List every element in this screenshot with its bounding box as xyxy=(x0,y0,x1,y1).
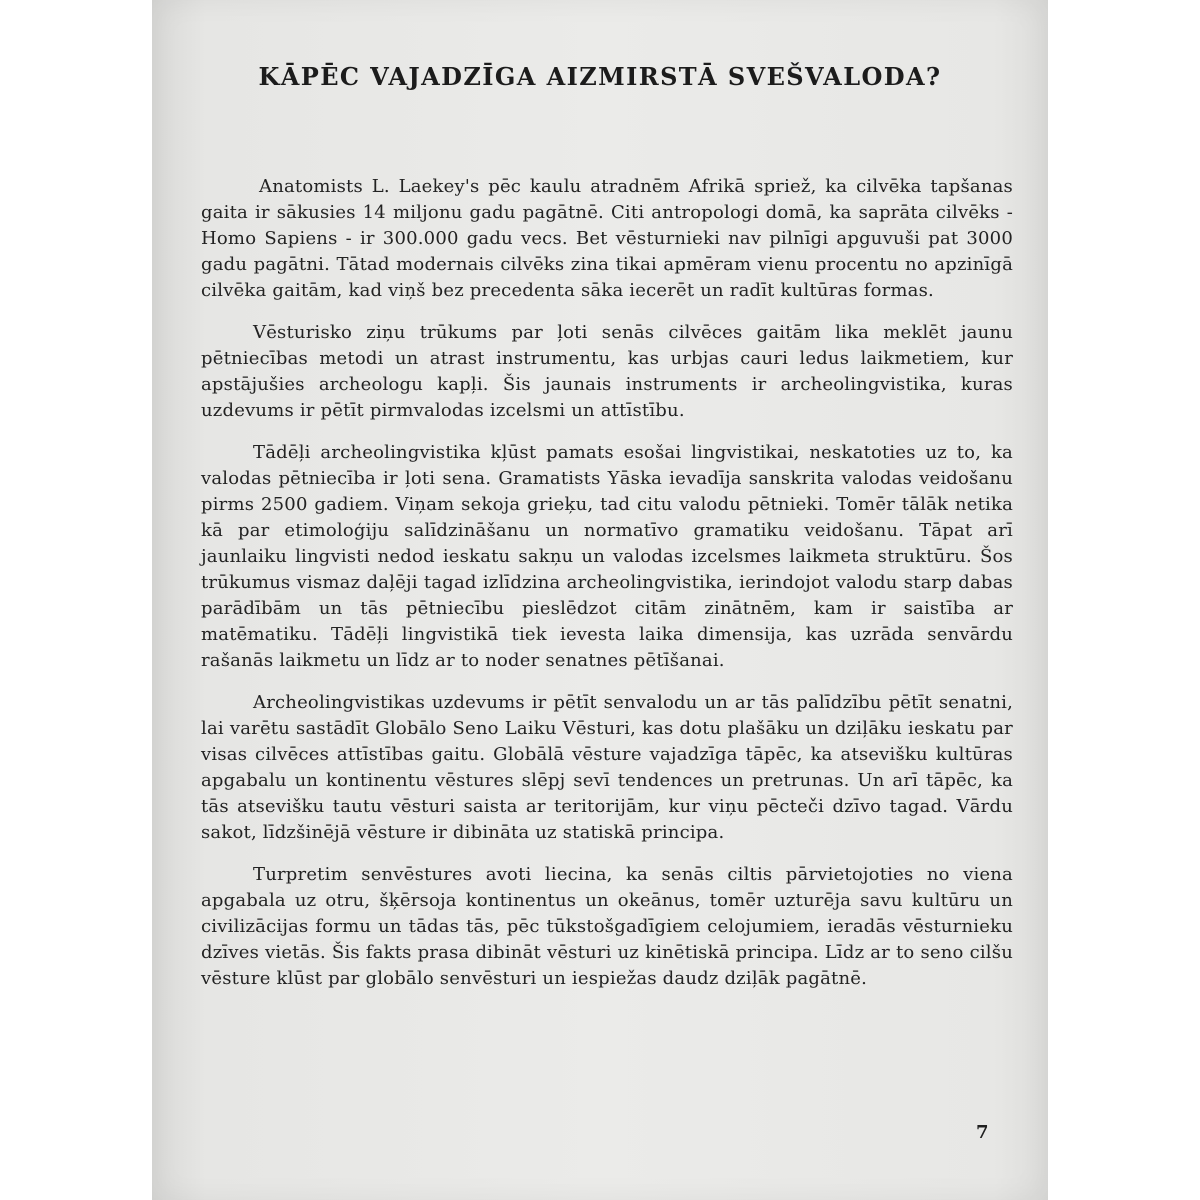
book-page xyxy=(152,0,1048,1200)
paragraph-2: Vēsturisko ziņu trūkums par ļoti senās cilvēces gaitām lika meklēt jaunu pētniecības metodi un atrast instrumentu, kas urbjas cauri ledus laikmetiem, kur apstājušies archeologu kapļi. Šis jaunais instruments ir archeolingvistika, kuras uzdevums ir pētīt pirmvalodas izcelsmi un attīstību. xyxy=(201,322,1013,421)
body-text xyxy=(201,174,1013,1008)
paragraph-3: Tādēļi archeolingvistika kļūst pamats esošai lingvistikai, neskatoties uz to, ka valodas pētniecība ir ļoti sena. Gramatists Yāska ievadīja sanskrita valodas veidošanu pirms 2500 gadiem. Viņam sekoja grieķu, tad citu valodu pētnieki. Tomēr tālāk netika kā par etimoloģiju salīdzināšanu un normatīvo gramatiku veidošanu. Tāpat arī jaunlaiku lingvisti nedod ieskatu sakņu un valodas izcelsmes laikmeta struktūru. Šos trūkumus vismaz daļēji tagad izlīdzina archeolingvistika, ierindojot valodu starp dabas parādībām un tās pētniecību pieslēdzot citām zinātnēm, kam ir saistība ar matēmatiku. Tādēļi lingvistikā tiek ievesta laika dimensija, kas uzrāda senvārdu rašanās laikmetu un līdz ar to noder senatnes pētīšanai. xyxy=(201,442,1013,671)
paragraph-1: Anatomists L. Laekey's pēc kaulu atradnēm Afrikā spriež, ka cilvēka tapšanas gaita ir sākusies 14 miljonu gadu pagātnē. Citi antropologi domā, ka saprāta cilvēks - Homo Sapiens - ir 300.000 gadu vecs. Bet vēsturnieki nav pilnīgi apguvuši pat 3000 gadu pagātni. Tātad modernais cilvēks zina tikai apmēram vienu procentu no apzinīgā cilvēka gaitām, kad viņš bez precedenta sāka iecerēt un radīt kultūras formas. xyxy=(201,176,1013,301)
paragraph-4: Archeolingvistikas uzdevums ir pētīt senvalodu un ar tās palīdzību pētīt senatni, lai varētu sastādīt Globālo Seno Laiku Vēsturi, kas dotu plašāku un dziļāku ieskatu par visas cilvēces attīstības gaitu. Globālā vēsture vajadzīga tāpēc, ka atsevišku kultūras apgabalu un kontinentu vēstures slēpj sevī tendences un pretrunas. Un arī tāpēc, ka tās atsevišku tautu vēsturi saista ar teritorijām, kur viņu pēcteči dzīvo tagad. Vārdu sakot, līdzšinējā vēsture ir dibināta uz statiskā principa. xyxy=(201,692,1013,843)
page-number: 7 xyxy=(976,1122,989,1143)
page-title: KĀPĒC VAJADZĪGA AIZMIRSTĀ SVEŠVALODA? xyxy=(258,62,942,91)
paragraph-5: Turpretim senvēstures avoti liecina, ka senās ciltis pārvietojoties no viena apgabala uz otru, šķērsoja kontinentus un okeānus, tomēr uzturēja savu kultūru un civilizācijas formu un tādas tās, pēc tūkstošgadīgiem celojumiem, ieradās vēsturnieku dzīves vietās. Šis fakts prasa dibināt vēsturi uz kinētiskā principa. Līdz ar to seno cilšu vēsture klūst par globālo senvēsturi un iespiežas daudz dziļāk pagātnē. xyxy=(201,864,1013,989)
